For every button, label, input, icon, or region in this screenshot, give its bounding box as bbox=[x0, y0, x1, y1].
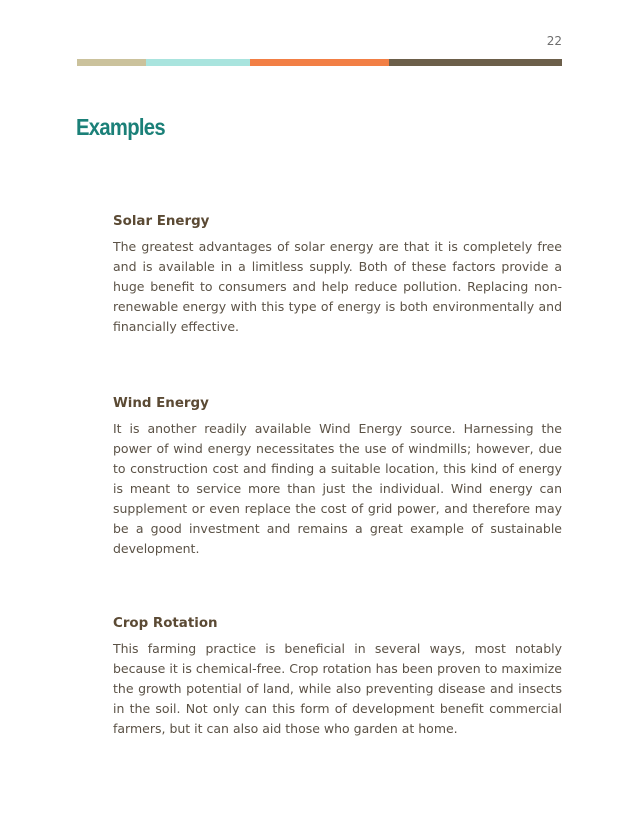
entry-heading: Crop Rotation bbox=[113, 616, 218, 631]
color-bar-segment-aqua bbox=[146, 59, 250, 66]
entry-heading: Wind Energy bbox=[113, 396, 209, 411]
entry-heading: Solar Energy bbox=[113, 214, 210, 229]
entry-crop-rotation bbox=[113, 614, 562, 739]
color-bar-segment-brown bbox=[389, 59, 562, 66]
entry-wind-energy bbox=[113, 394, 562, 559]
color-bar-segment-orange bbox=[250, 59, 389, 66]
section-title: Examples bbox=[76, 114, 165, 140]
page-number: 22 bbox=[546, 34, 562, 48]
entry-solar-energy bbox=[113, 212, 562, 337]
entry-body: This farming practice is beneficial in several ways, most notably because it is chemical-free. Crop rotation has been proven to maximize the growth potential of land, while also preventing disease and insects in the soil. Not only can this form of development benefit commercial farmers, but it can also aid those who garden at home. bbox=[113, 641, 562, 736]
entry-body: The greatest advantages of solar energy are that it is completely free and is available in a limitless supply. Both of these factors provide a huge benefit to consumers and help reduce pollution. Replacing non-renewable energy with this type of energy is both environmentally and financially effective. bbox=[113, 239, 562, 334]
entry-body: It is another readily available Wind Energy source. Harnessing the power of wind energy necessitates the use of windmills; however, due to construction cost and finding a suitable location, this kind of energy is meant to service more than just the individual. Wind energy can supplement or even replace the cost of grid power, and therefore may be a good investment and remains a great example of sustainable development. bbox=[113, 421, 562, 556]
decorative-color-bar bbox=[77, 59, 562, 66]
color-bar-segment-tan bbox=[77, 59, 146, 66]
